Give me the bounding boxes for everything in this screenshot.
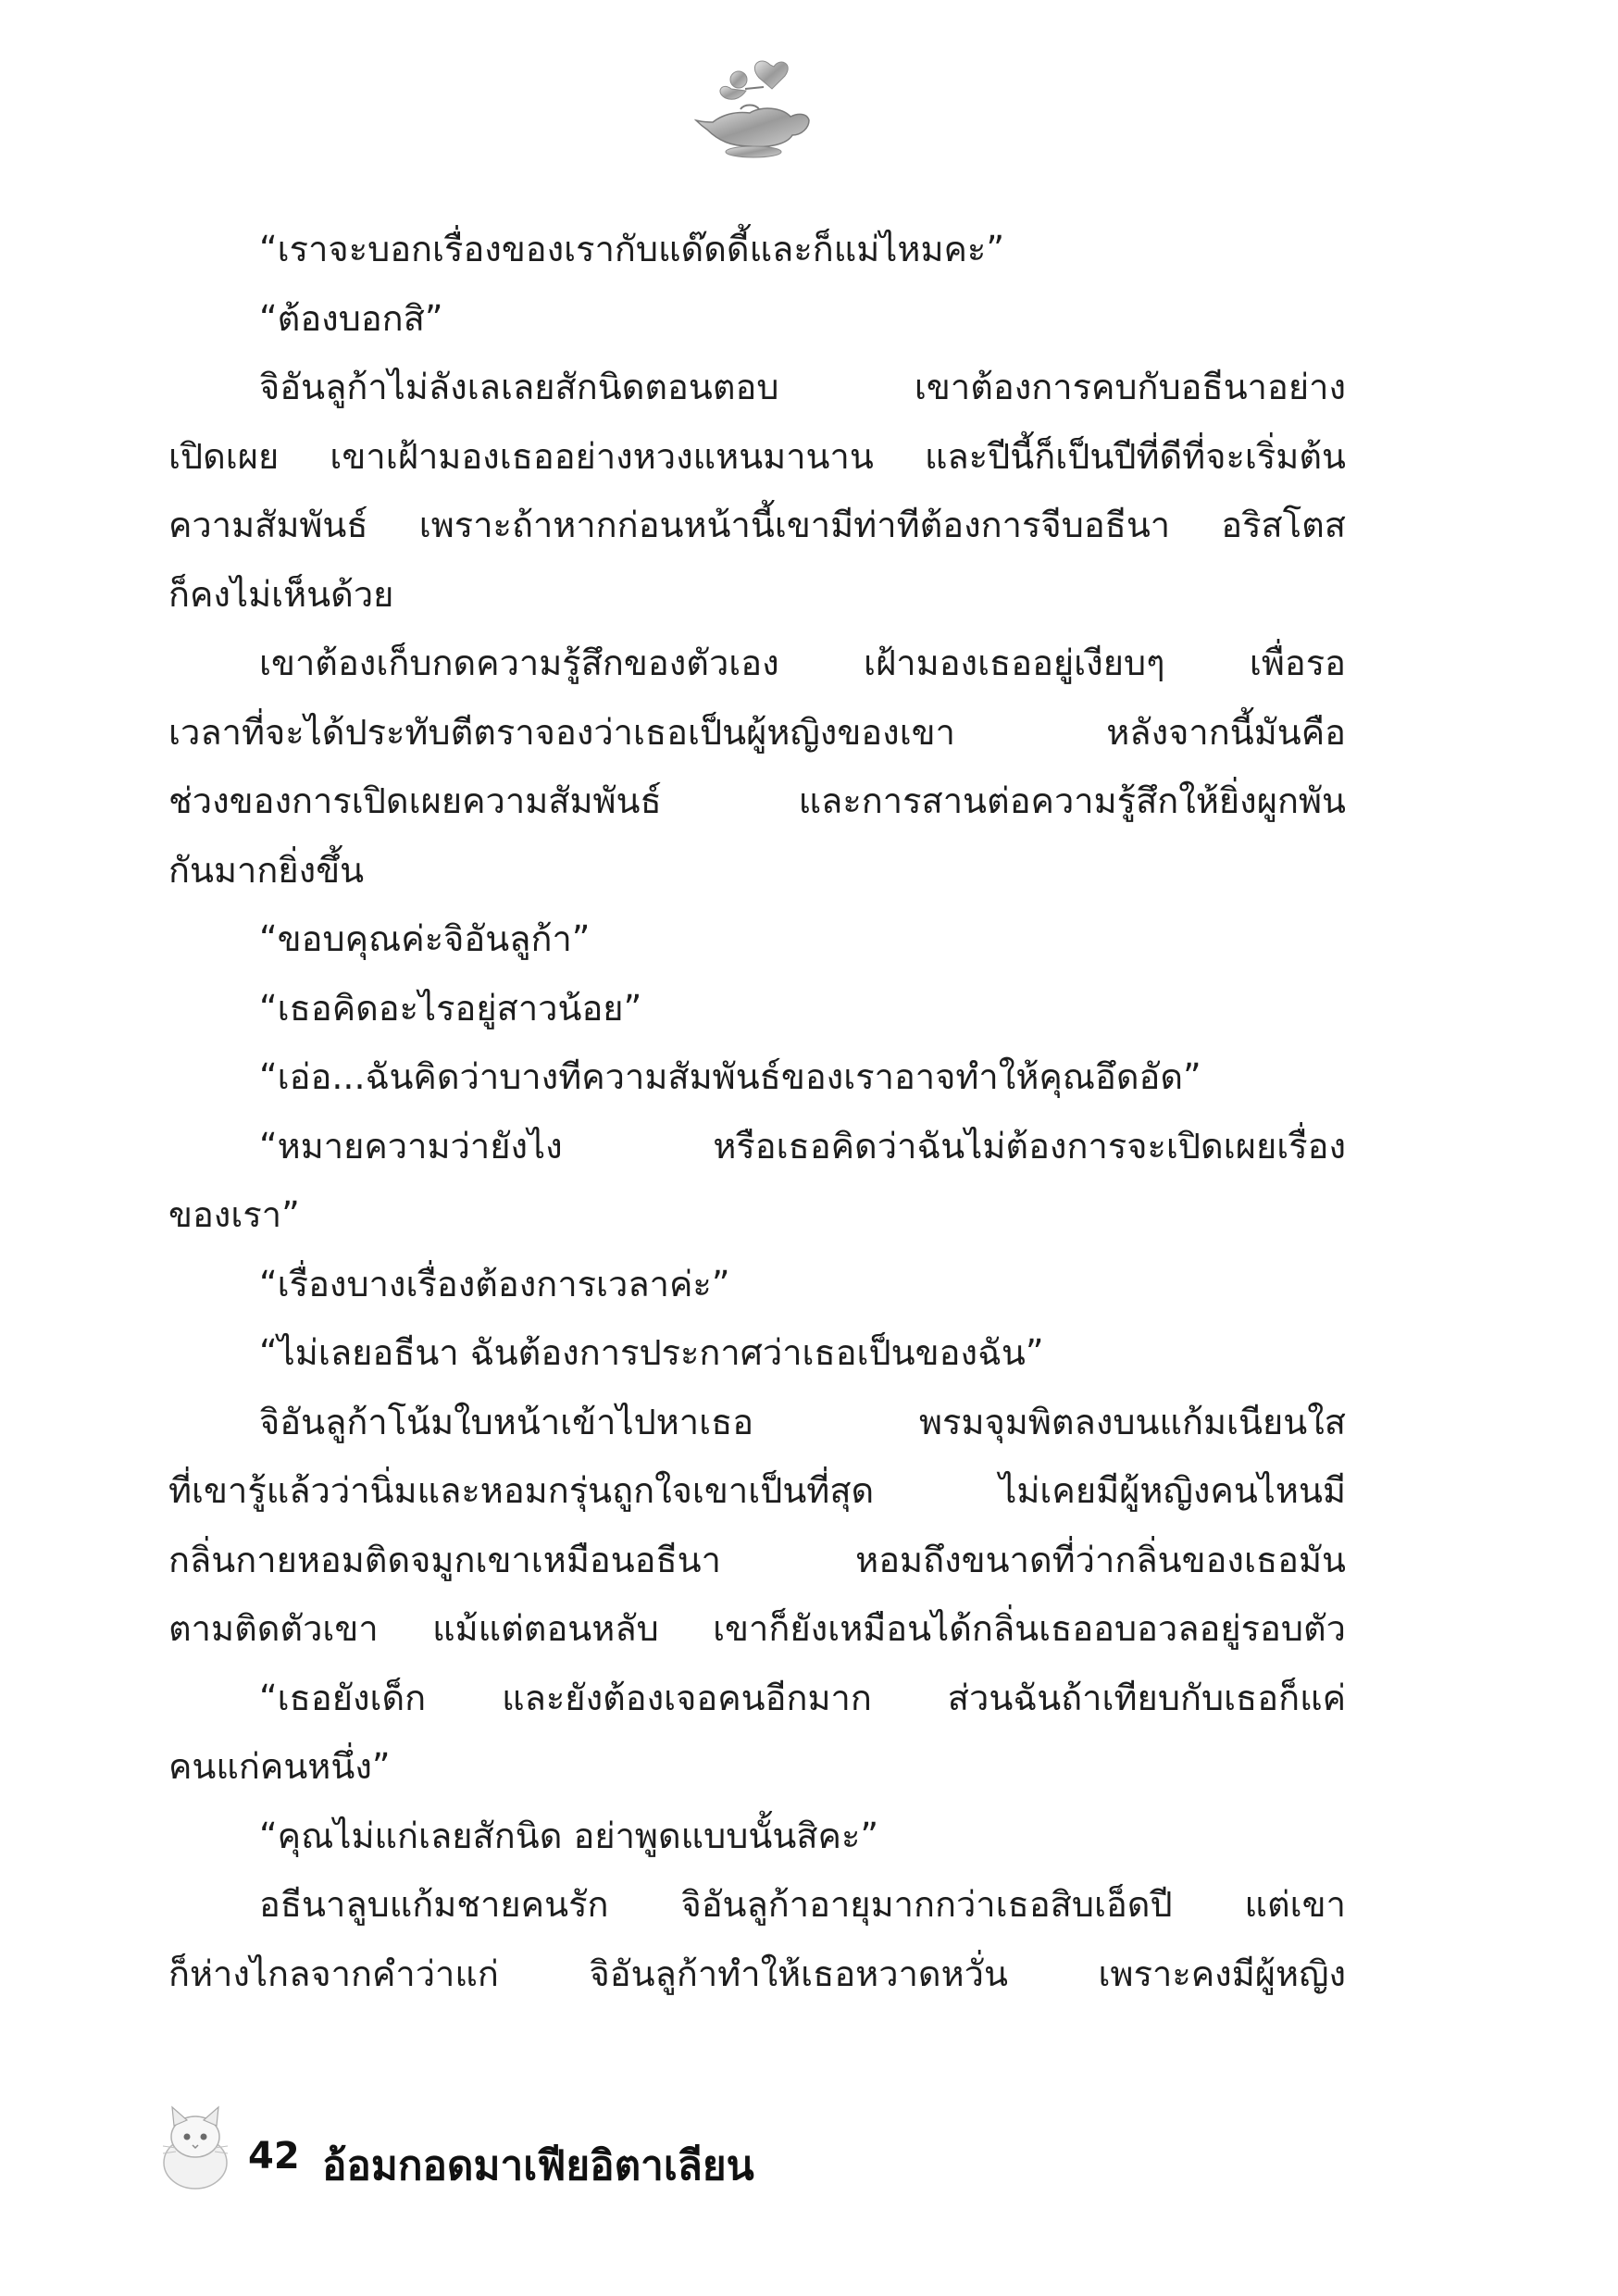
text-line: “คุณไม่แก่เลยสักนิด อย่าพูดแบบนั้นสิคะ” xyxy=(259,1815,879,1856)
text-line: จิอันลูก้าโน้มใบหน้าเข้าไปหาเธอ พรมจุมพิตลงบนแก้มเนียนใส xyxy=(259,1401,1346,1442)
text-line: “เราจะบอกเรื่องของเรากับแด๊ดดี้และก็แม่ไหมคะ” xyxy=(259,229,1005,269)
text-line: “เรื่องบางเรื่องต้องการเวลาค่ะ” xyxy=(259,1263,730,1304)
text-line: ก็คงไม่เห็นด้วย xyxy=(168,573,394,615)
text-line: “ไม่เลยอธีนา ฉันต้องการประกาศว่าเธอเป็นของฉัน” xyxy=(259,1332,1044,1373)
text-line: เปิดเผย เขาเฝ้ามองเธออย่างหวงแหนมานาน และปีนี้ก็เป็นปีที่ดีที่จะเริ่มต้น xyxy=(168,435,1346,477)
book-title: อ้อมกอดมาเฟียอิตาเลียน xyxy=(322,2142,754,2190)
text-line: เวลาที่จะได้ประทับตีตราจองว่าเธอเป็นผู้หญิงของเขา หลังจากนี้มันคือ xyxy=(168,711,1346,753)
text-line: “หมายความว่ายังไง หรือเธอคิดว่าฉันไม่ต้องการจะเปิดเผยเรื่อง xyxy=(259,1125,1346,1167)
text-line: ของเรา” xyxy=(168,1194,300,1235)
text-line: เขาต้องเก็บกดความรู้สึกของตัวเอง เฝ้ามองเธออยู่เงียบๆ เพื่อรอ xyxy=(259,643,1346,683)
text-line: กลิ่นกายหอมติดจมูกเขาเหมือนอธีนา หอมถึงขนาดที่ว่ากลิ่นของเธอมัน xyxy=(168,1539,1346,1580)
text-line: ความสัมพันธ์ เพราะถ้าหากก่อนหน้านี้เขามีท่าทีต้องการจีบอธีนา อริสโตส xyxy=(168,505,1346,545)
text-line: อธีนาลูบแก้มชายคนรัก จิอันลูก้าอายุมากกว่าเธอสิบเอ็ดปี แต่เขา xyxy=(259,1884,1346,1925)
teapot-with-cupid-heart-icon xyxy=(694,56,815,167)
text-line: ช่วงของการเปิดเผยความสัมพันธ์ และการสานต่อความรู้สึกให้ยิ่งผูกพัน xyxy=(168,780,1346,821)
text-line: “เธอยังเด็ก และยังต้องเจอคนอีกมาก ส่วนฉันถ้าเทียบกับเธอก็แค่ xyxy=(259,1677,1346,1718)
text-line: ก็ห่างไกลจากคำว่าแก่ จิอันลูก้าทำให้เธอหวาดหวั่น เพราะคงมีผู้หญิง xyxy=(168,1953,1346,1994)
text-line: “ขอบคุณค่ะจิอันลูก้า” xyxy=(259,918,591,959)
text-line: กันมากยิ่งขึ้น xyxy=(168,849,365,891)
text-line: “เธอคิดอะไรอยู่สาวน้อย” xyxy=(259,987,642,1029)
story-text xyxy=(168,215,1346,2008)
white-persian-cat-icon xyxy=(156,2102,235,2190)
page-footer xyxy=(156,2102,989,2194)
text-line: จิอันลูก้าไม่ลังเลเลยสักนิดตอนตอบ เขาต้องการคบกับอธีนาอย่าง xyxy=(259,367,1346,407)
text-line: “ต้องบอกสิ” xyxy=(259,297,443,339)
text-line: ตามติดตัวเขา แม้แต่ตอนหลับ เขาก็ยังเหมือนได้กลิ่นเธออบอวลอยู่รอบตัว xyxy=(168,1608,1346,1649)
text-line: คนแก่คนหนึ่ง” xyxy=(168,1746,391,1787)
text-line: “เอ่อ...ฉันคิดว่าบางทีความสัมพันธ์ของเราอาจทำให้คุณอึดอัด” xyxy=(259,1056,1201,1097)
text-line: ที่เขารู้แล้วว่านิ่มและหอมกรุ่นถูกใจเขาเป็นที่สุด ไม่เคยมีผู้หญิงคนไหนมี xyxy=(168,1470,1346,1511)
page-number: 42 xyxy=(248,2135,300,2177)
